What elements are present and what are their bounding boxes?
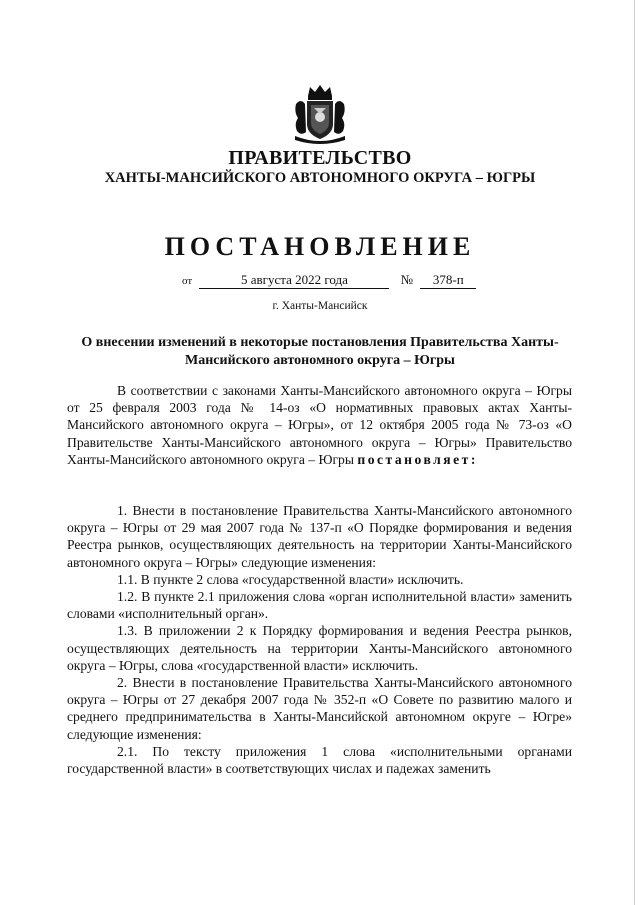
coat-of-arms-emblem: [292, 84, 348, 144]
preamble-paragraph: [67, 382, 572, 468]
decree-word: постановляет:: [357, 451, 478, 467]
document-date: 5 августа 2022 года: [199, 272, 389, 289]
preamble: [67, 382, 572, 468]
document-heading: О внесении изменений в некоторые постановления Правительства Ханты-Мансийского автономного округа – Югры: [81, 335, 559, 368]
okrug-title: ХАНТЫ-МАНСИЙСКОГО АВТОНОМНОГО ОКРУГА – ЮГРЫ: [104, 170, 536, 186]
page-edge: [634, 0, 635, 905]
paragraph-1-2: 1.2. В пункте 2.1 приложения слова «орган исполнительной власти» заменить словами «исполнительный орган».: [67, 589, 572, 622]
document-type: ПОСТАНОВЛЕНИЕ: [164, 232, 476, 261]
paragraph-1-1: 1.1. В пункте 2 слова «государственной власти» исключить.: [117, 571, 464, 587]
document-number: 378-п: [420, 272, 476, 289]
from-label: от: [182, 275, 193, 287]
government-title: ПРАВИТЕЛЬСТВО: [228, 147, 412, 169]
paragraph-2-1: 2.1. По тексту приложения 1 слова «исполнительными органами государственной власти» в соответствующих числах и падежах заменить: [67, 743, 572, 777]
paragraph-1: 1. Внести в постановление Правительства Ханты-Мансийского автономного округа – Югры от 29 мая 2007 года № 137-п «О Порядке формирования и ведения Реестра рынков, осуществляющих деятельность на территории Ханты-Мансийского автономного округа – Югры» следующие изменения:: [67, 503, 572, 570]
date-number-line: [182, 272, 476, 289]
paragraph-2: 2. Внести в постановление Правительства Ханты-Мансийского автономного округа – Югры от 27 декабря 2007 года № 352-п «О Совете по развитию малого и среднего предпринимательства в Ханты-Мансийской автономном округе – Югре» следующие изменения:: [67, 675, 572, 742]
document-body: [67, 502, 572, 777]
document-city: г. Ханты-Мансийск: [272, 300, 368, 312]
paragraph-1-3: 1.3. В приложении 2 к Порядку формирования и ведения Реестра рынков, осуществляющих деятельность на территории Ханты-Мансийского автономного округа – Югры, слова «государственной власти» исключить.: [67, 623, 572, 673]
number-label: №: [400, 272, 414, 287]
preamble-text: В соответствии с законами Ханты-Мансийского автономного округа – Югры от 25 февраля 2003 года № 14-оз «О нормативных правовых актах Ханты-Мансийского автономного округа – Югры», от 12 октября 2005 года № 73-оз «О Правительстве Ханты-Мансийского автономного округа – Югры» Правительство Ханты-Мансийского автономного округа – Югры: [67, 383, 572, 467]
